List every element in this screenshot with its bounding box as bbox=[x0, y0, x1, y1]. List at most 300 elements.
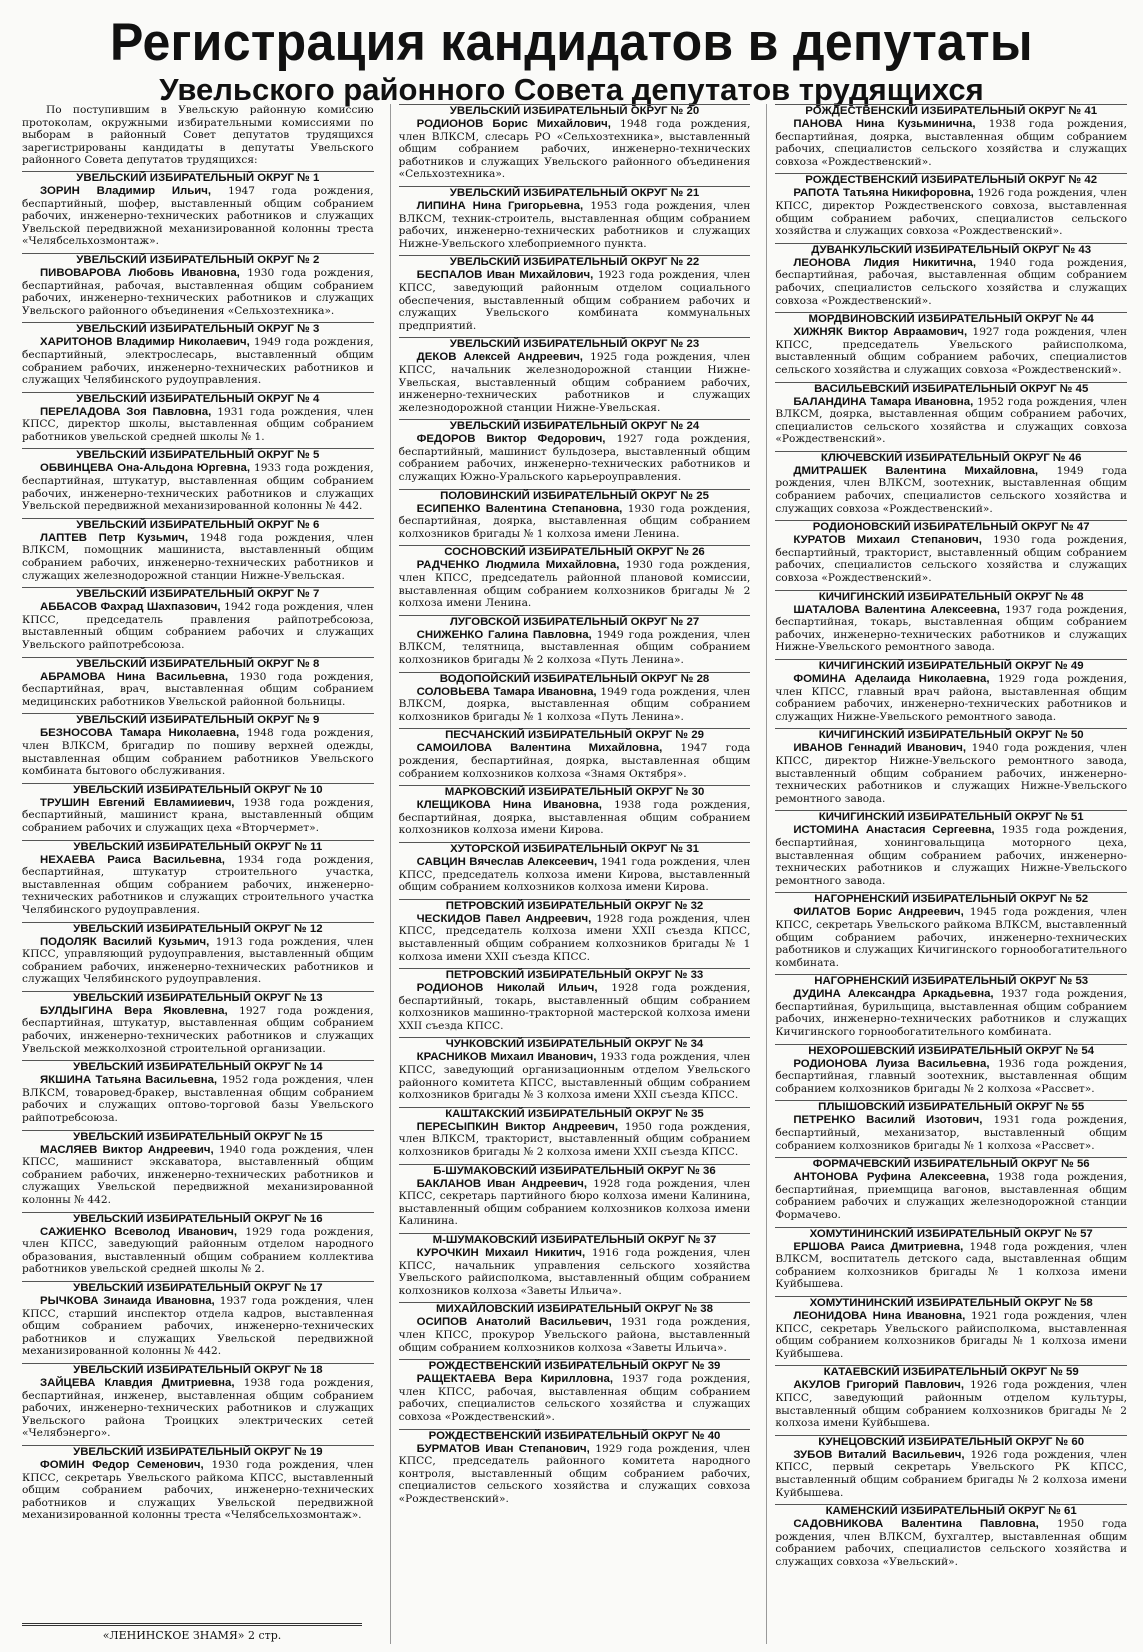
district-heading: УВЕЛЬСКИЙ ИЗБИРАТЕЛЬНЫЙ ОКРУГ № 14 bbox=[22, 1060, 374, 1074]
candidate-details: 1937 года рождения, беспартийная, токарь, выставленная общим собранием рабочих, инженерно-технических работников и служащих Нижне-Увельского ремонтного завода. bbox=[775, 603, 1128, 654]
district-block bbox=[399, 545, 751, 609]
district-block bbox=[775, 312, 1127, 376]
candidate-entry bbox=[22, 336, 374, 386]
district-block bbox=[775, 590, 1127, 654]
district-heading: УВЕЛЬСКИЙ ИЗБИРАТЕЛЬНЫЙ ОКРУГ № 8 bbox=[22, 657, 374, 671]
district-heading: ХОМУТИНИНСКИЙ ИЗБИРАТЕЛЬНЫЙ ОКРУГ № 58 bbox=[775, 1296, 1127, 1310]
candidate-entry bbox=[22, 671, 374, 709]
candidate-details: 1923 года рождения, член КПСС, заведующий районным отделом социального обеспечения, выставленный общим собранием рабочих и служащих Увельского комбината коммунальных предприятий. bbox=[398, 269, 751, 332]
candidate-entry bbox=[775, 1310, 1127, 1360]
district-heading: УВЕЛЬСКИЙ ИЗБИРАТЕЛЬНЫЙ ОКРУГ № 16 bbox=[22, 1212, 374, 1226]
candidate-name: РАПОТА Татьяна Никифоровна, bbox=[793, 187, 974, 200]
district-heading: УВЕЛЬСКИЙ ИЗБИРАТЕЛЬНЫЙ ОКРУГ № 13 bbox=[22, 991, 374, 1005]
district-heading: УВЕЛЬСКИЙ ИЗБИРАТЕЛЬНЫЙ ОКРУГ № 6 bbox=[22, 518, 374, 532]
district-heading: КИЧИГИНСКИЙ ИЗБИРАТЕЛЬНЫЙ ОКРУГ № 50 bbox=[775, 728, 1127, 742]
candidate-details: 1934 года рождения, беспартийная, штукатур строительного участка, выставленная общим собранием рабочих, инженерно-технических работников и служащих строительного участка Челябинского рудоуправления. bbox=[22, 853, 374, 916]
district-heading: УВЕЛЬСКИЙ ИЗБИРАТЕЛЬНЫЙ ОКРУГ № 18 bbox=[22, 1363, 374, 1377]
district-block bbox=[22, 840, 374, 917]
article-columns bbox=[22, 104, 1127, 1644]
candidate-name: ПОДОЛЯК Василий Кузьмич, bbox=[40, 935, 210, 948]
district-block bbox=[399, 1302, 751, 1354]
candidate-name: ТРУШИН Евгений Евламииевич, bbox=[40, 796, 235, 809]
district-heading: УВЕЛЬСКИЙ ИЗБИРАТЕЛЬНЫЙ ОКРУГ № 5 bbox=[22, 448, 374, 462]
candidate-details: 1950 года рождения, член ВЛКСМ, бухгалтер, выставленная общим собранием рабочих, специалистов сельского хозяйства и служащих совхоза «Увельский». bbox=[775, 1518, 1128, 1568]
candidate-details: 1928 года рождения, беспартийный, токарь, выставленный общим собранием колхозников машинно-тракторной мастерской колхоза имени XXII съезда КПСС. bbox=[398, 982, 751, 1032]
candidate-entry bbox=[775, 257, 1127, 307]
candidate-entry bbox=[775, 1241, 1127, 1291]
candidate-details: 1940 года рождения, член КПСС, директор Нижне-Увельского ремонтного завода, выставленный общим собранием рабочих, инженерно-технических работников и служащих Нижне-Увельского ремонтного завода. bbox=[775, 742, 1128, 805]
district-block bbox=[775, 451, 1127, 515]
candidate-details: 1948 года рождения, член ВЛКСМ, бригадир по пошиву верхней одежды, выставленная общим собранием работников Увельского комбината бытового обслуживания. bbox=[22, 727, 374, 778]
candidate-entry bbox=[22, 727, 374, 777]
district-heading: КАМЕНСКИЙ ИЗБИРАТЕЛЬНЫЙ ОКРУГ № 61 bbox=[775, 1504, 1127, 1518]
candidate-entry bbox=[399, 629, 751, 667]
district-block bbox=[399, 1359, 751, 1423]
candidate-entry bbox=[399, 503, 751, 541]
candidate-name: СНИЖЕНКО Галина Павловна, bbox=[416, 628, 592, 641]
candidate-name: АКУЛОВ Григорий Павлович, bbox=[793, 1379, 964, 1392]
district-block bbox=[22, 1281, 374, 1358]
candidate-details: 1942 года рождения, член КПСС, председатель правления райпотребсоюза, выставленный общим собранием рабочих и служащих Увельского райпотребсоюза. bbox=[22, 601, 374, 651]
candidate-name: РАЩЕКТАЕВА Вера Кирилловна, bbox=[416, 1373, 614, 1386]
candidate-name: ХАРИТОНОВ Владимир Николаевич, bbox=[40, 336, 250, 349]
candidate-name: РЫЧКОВА Зинаида Ивановна, bbox=[40, 1294, 215, 1307]
district-heading: ЛУГОВСКОЙ ИЗБИРАТЕЛЬНЫЙ ОКРУГ № 27 bbox=[399, 615, 751, 629]
district-block bbox=[775, 892, 1127, 969]
district-block bbox=[775, 1296, 1127, 1360]
district-block bbox=[399, 899, 751, 963]
candidate-name: ЗОРИН Владимир Ильич, bbox=[40, 184, 212, 197]
candidate-details: 1931 года рождения, член КПСС, директор школы, выставленная общим собранием работников увельской средней школы № 1. bbox=[22, 405, 374, 443]
district-heading: УВЕЛЬСКИЙ ИЗБИРАТЕЛЬНЫЙ ОКРУГ № 23 bbox=[399, 337, 751, 351]
candidate-entry bbox=[22, 1005, 374, 1055]
candidate-details: 1949 года рождения, беспартийный, электрослесарь, выставленный общим собранием рабочих, инженерно-технических работников и служащих Челябинского рудоуправления. bbox=[22, 336, 374, 387]
candidate-details: 1931 года рождения, член КПСС, прокурор Увельского района, выставленный общим собранием колхозников колхоза «Заветы Ильича». bbox=[398, 1316, 751, 1354]
candidate-entry bbox=[399, 799, 751, 837]
candidate-name: БАКЛАНОВ Иван Андреевич, bbox=[416, 1177, 588, 1190]
district-block bbox=[775, 974, 1127, 1038]
candidate-details: 1938 года рождения, беспартийный, машинист крана, выставленный общим собранием рабочих и служащих цеха «Вторчермет». bbox=[22, 796, 374, 834]
candidate-entry bbox=[399, 118, 751, 181]
candidate-name: САВЦИН Вячеслав Алексеевич, bbox=[416, 855, 598, 868]
candidate-name: ПЕРЕЛАДОВА Зоя Павловна, bbox=[40, 405, 212, 418]
candidate-name: ЧЕСКИДОВ Павел Андреевич, bbox=[416, 912, 592, 925]
candidate-name: ДЕКОВ Алексей Андреевич, bbox=[416, 351, 583, 364]
candidate-details: 1930 года рождения, беспартийная, рабочая, выставленная общим собранием рабочих, инженерно-технических работников и служащих Увельского районного объединения «Сельхозтехника». bbox=[22, 266, 374, 317]
candidate-entry bbox=[775, 1058, 1127, 1096]
district-block bbox=[775, 810, 1127, 887]
district-block bbox=[775, 173, 1127, 237]
district-block bbox=[22, 171, 374, 248]
candidate-details: 1947 года рождения, беспартийный, шофер, выставленный общим собранием рабочих, инженерно-технических работников и служащих Увельской передвижной механизированной колонны треста «Челябсельхозмонтаж». bbox=[22, 184, 374, 248]
candidate-name: ЗУБОВ Виталий Васильевич, bbox=[793, 1448, 965, 1461]
candidate-details: 1945 года рождения, член КПСС, секретарь Увельского райкома ВЛКСМ, выставленный общим собранием рабочих, инженерно-технических работников и служащих Кичигинского горнообогатительного комбината. bbox=[775, 906, 1128, 969]
candidate-details: 1931 года рождения, беспартийный, механизатор, выставленный общим собранием колхозников бригады № 1 колхоза «Рассвет». bbox=[775, 1114, 1128, 1152]
candidate-details: 1926 года рождения, член КПСС, первый секретарь Увельского РК КПСС, выставленный общим собранием бригады № 2 колхоза имени Куйбышева. bbox=[775, 1448, 1128, 1499]
candidate-name: ФИЛАТОВ Борис Андреевич, bbox=[793, 906, 964, 919]
district-heading: УВЕЛЬСКИЙ ИЗБИРАТЕЛЬНЫЙ ОКРУГ № 17 bbox=[22, 1281, 374, 1295]
column-3 bbox=[766, 104, 1127, 1644]
candidate-name: БЕСПАЛОВ Иван Михайлович, bbox=[416, 269, 594, 282]
district-heading: УВЕЛЬСКИЙ ИЗБИРАТЕЛЬНЫЙ ОКРУГ № 10 bbox=[22, 783, 374, 797]
district-block bbox=[22, 1212, 374, 1276]
candidate-entry bbox=[22, 1226, 374, 1276]
candidate-name: КУРАТОВ Михаил Степанович, bbox=[793, 534, 982, 547]
district-block bbox=[399, 1107, 751, 1159]
candidate-details: 1950 года рождения, член ВЛКСМ, тракторист, выставленный общим собранием колхозников бригады № 2 колхоза имени XXII съезда КПСС. bbox=[398, 1120, 751, 1159]
district-block bbox=[399, 186, 751, 250]
candidate-details: 1930 года рождения, беспартийный, тракторист, выставленный общим собранием рабочих, специалистов сельского хозяйства и служащих совхоза «Рождественский». bbox=[775, 534, 1128, 585]
column-1 bbox=[22, 104, 374, 1644]
candidate-entry bbox=[22, 267, 374, 317]
candidate-entry bbox=[22, 462, 374, 512]
candidate-entry bbox=[775, 1114, 1127, 1152]
district-block bbox=[399, 104, 751, 181]
district-block bbox=[399, 785, 751, 837]
candidate-name: ЯКШИНА Татьяна Васильевна, bbox=[40, 1074, 218, 1087]
candidate-entry bbox=[775, 988, 1127, 1038]
candidate-details: 1938 года рождения, беспартийная, приемщица вагонов, выставленная общим собранием рабочих и служащих железнодорожной станции Формачево. bbox=[775, 1171, 1128, 1221]
candidate-entry bbox=[775, 534, 1127, 584]
district-block bbox=[775, 1044, 1127, 1096]
district-block bbox=[22, 713, 374, 777]
candidate-entry bbox=[775, 1379, 1127, 1429]
candidate-details: 1928 года рождения, член КПСС, секретарь партийного бюро колхоза имени Калинина, выставленный общим собранием колхозников колхоза имени Калинина. bbox=[398, 1177, 751, 1228]
candidate-details: 1938 года рождения, беспартийная, инженер, выставленная общим собранием рабочих, инженерно-технических работников и служащих Увельского района Троицких электрических сетей «Челябэнерго». bbox=[22, 1376, 374, 1440]
district-block bbox=[22, 253, 374, 317]
candidate-name: ЛЕОНОВА Лидия Никитична, bbox=[793, 256, 976, 269]
candidate-details: 1935 года рождения, беспартийная, хонинговальщица моторного цеха, выставленная общим собранием рабочих, инженерно-технических работников и служащих Нижне-Увельского ремонтного завода. bbox=[775, 824, 1128, 887]
district-block bbox=[775, 382, 1127, 446]
candidate-name: ЗАЙЦЕВА Клавдия Дмитриевна, bbox=[40, 1376, 235, 1389]
candidate-details: 1952 года рождения, член ВЛКСМ, доярка, выставленная общим собранием рабочих, специалистов сельского хозяйства и служащих совхоза «Рождественский». bbox=[775, 395, 1128, 446]
district-heading: КИЧИГИНСКИЙ ИЗБИРАТЕЛЬНЫЙ ОКРУГ № 51 bbox=[775, 810, 1127, 824]
candidate-details: 1948 года рождения, член ВЛКСМ, помощник машиниста, выставленный общим собранием рабочих, инженерно-технических работников и служащих железнодорожной станции Нижне-Увельская. bbox=[22, 531, 374, 582]
candidate-name: БУЛДЫГИНА Вера Яковлевна, bbox=[40, 1004, 228, 1017]
candidate-entry bbox=[399, 856, 751, 894]
candidate-name: РОДИОНОВ Николай Ильич, bbox=[416, 982, 598, 995]
district-heading: УВЕЛЬСКИЙ ИЗБИРАТЕЛЬНЫЙ ОКРУГ № 11 bbox=[22, 840, 374, 854]
page-subtitle: Увельского районного Совета депутатов трудящихся bbox=[159, 72, 984, 107]
district-heading: УВЕЛЬСКИЙ ИЗБИРАТЕЛЬНЫЙ ОКРУГ № 9 bbox=[22, 713, 374, 727]
candidate-details: 1937 года рождения, член КПСС, старший инспектор отдела кадров, выставленная общим собранием рабочих, инженерно-технических работников и служащих Увельской передвижной механизированной колонны № 442. bbox=[22, 1294, 374, 1358]
candidate-entry bbox=[399, 1178, 751, 1228]
district-heading: ВАСИЛЬЕВСКИЙ ИЗБИРАТЕЛЬНЫЙ ОКРУГ № 45 bbox=[775, 382, 1127, 396]
district-block bbox=[22, 518, 374, 582]
district-heading: УВЕЛЬСКИЙ ИЗБИРАТЕЛЬНЫЙ ОКРУГ № 2 bbox=[22, 253, 374, 267]
district-heading: УВЕЛЬСКИЙ ИЗБИРАТЕЛЬНЫЙ ОКРУГ № 4 bbox=[22, 392, 374, 406]
candidate-entry bbox=[22, 532, 374, 582]
district-heading: ПЕТРОВСКИЙ ИЗБИРАТЕЛЬНЫЙ ОКРУГ № 33 bbox=[399, 968, 751, 982]
district-heading: НЕХОРОШЕВСКИЙ ИЗБИРАТЕЛЬНЫЙ ОКРУГ № 54 bbox=[775, 1044, 1127, 1058]
candidate-name: ФОМИНА Аделаида Николаевна, bbox=[793, 673, 990, 685]
candidate-name: КУРОЧКИН Михаил Никитич, bbox=[416, 1247, 586, 1259]
candidate-name: РОДИОНОВ Борис Михайлович, bbox=[416, 118, 611, 130]
district-heading: РОЖДЕСТВЕНСКИЙ ИЗБИРАТЕЛЬНЫЙ ОКРУГ № 42 bbox=[775, 173, 1127, 187]
district-block bbox=[775, 1157, 1127, 1221]
candidate-details: 1925 года рождения, член КПСС, начальник железнодорожной станции Нижне-Увельская, выставленный общим собранием рабочих, инженерно-технических работников и служащих железнодорожной станции Нижне-Увельская. bbox=[398, 351, 751, 414]
district-heading: ФОРМАЧЕВСКИЙ ИЗБИРАТЕЛЬНЫЙ ОКРУГ № 56 bbox=[775, 1157, 1127, 1171]
district-block bbox=[399, 255, 751, 332]
candidate-name: СОЛОВЬЕВА Тамара Ивановна, bbox=[416, 685, 597, 698]
district-heading: УВЕЛЬСКИЙ ИЗБИРАТЕЛЬНЫЙ ОКРУГ № 3 bbox=[22, 322, 374, 336]
candidate-entry bbox=[775, 742, 1127, 805]
district-block bbox=[22, 1130, 374, 1207]
candidate-entry bbox=[22, 936, 374, 986]
district-heading: РОЖДЕСТВЕНСКИЙ ИЗБИРАТЕЛЬНЫЙ ОКРУГ № 41 bbox=[775, 104, 1127, 118]
candidate-details: 1913 года рождения, член КПСС, управляющий рудоуправления, выставленный общим собранием рабочих, инженерно-технических работников и служащих Челябинского рудоуправления. bbox=[22, 935, 374, 986]
candidate-details: 1937 года рождения, беспартийная, бурильщица, выставленная общим собранием рабочих, инженерно-технических работников и служащих Кичигинского горнообогатительного комбината. bbox=[775, 988, 1128, 1039]
candidate-entry bbox=[399, 559, 751, 609]
candidate-entry bbox=[775, 1171, 1127, 1221]
candidate-entry bbox=[22, 1295, 374, 1358]
district-block bbox=[399, 1429, 751, 1506]
candidate-details: 1929 года рождения, член КПСС, председатель районного комитета народного контроля, выставленный общим собранием рабочих, специалистов сельского хозяйства и служащих совхоза «Рождественский». bbox=[398, 1442, 751, 1505]
district-heading: ПЕТРОВСКИЙ ИЗБИРАТЕЛЬНЫЙ ОКРУГ № 32 bbox=[399, 899, 751, 913]
district-block bbox=[399, 615, 751, 667]
candidate-details: 1930 года рождения, беспартийная, врач, выставленная общим собранием медицинских работников Увельской районной больницы. bbox=[22, 670, 374, 708]
candidate-entry bbox=[775, 396, 1127, 446]
candidate-name: БУРМАТОВ Иван Степанович, bbox=[416, 1442, 590, 1455]
candidate-name: КРАСНИКОВ Михаил Иванович, bbox=[416, 1051, 597, 1064]
district-heading: МАРКОВСКИЙ ИЗБИРАТЕЛЬНЫЙ ОКРУГ № 30 bbox=[399, 785, 751, 799]
candidate-name: САМОИЛОВА Валентина Михайловна, bbox=[416, 742, 663, 755]
district-block bbox=[399, 728, 751, 780]
candidate-name: АББАСОВ Фахрад Шахпазович, bbox=[40, 601, 221, 614]
candidate-entry bbox=[399, 351, 751, 414]
candidate-details: 1940 года рождения, член КПСС, машинист экскаватора, выставленный общим собранием рабочих, инженерно-технических работников и служащих Увельской передвижной механизированной колонны № 442. bbox=[22, 1143, 374, 1206]
district-block bbox=[22, 587, 374, 651]
column-2 bbox=[390, 104, 751, 1644]
district-heading: РОДИОНОВСКИЙ ИЗБИРАТЕЛЬНЫЙ ОКРУГ № 47 bbox=[775, 520, 1127, 534]
district-block bbox=[399, 489, 751, 541]
district-heading: ПЛЫШОВСКИЙ ИЗБИРАТЕЛЬНЫЙ ОКРУГ № 55 bbox=[775, 1100, 1127, 1114]
district-block bbox=[22, 1445, 374, 1522]
district-heading: КИЧИГИНСКИЙ ИЗБИРАТЕЛЬНЫЙ ОКРУГ № 49 bbox=[775, 659, 1127, 673]
candidate-entry bbox=[22, 1144, 374, 1207]
candidate-entry bbox=[22, 406, 374, 444]
district-heading: ПЕСЧАНСКИЙ ИЗБИРАТЕЛЬНЫЙ ОКРУГ № 29 bbox=[399, 728, 751, 742]
district-block bbox=[775, 1365, 1127, 1429]
candidate-entry bbox=[775, 326, 1127, 376]
district-block bbox=[399, 1037, 751, 1101]
candidate-details: 1936 года рождения, беспартийная, главный зоотехник, выставленная общим собранием колхозников бригады № 2 колхоза «Рассвет». bbox=[775, 1057, 1128, 1095]
district-heading: НАГОРНЕНСКИЙ ИЗБИРАТЕЛЬНЫЙ ОКРУГ № 52 bbox=[775, 892, 1127, 906]
candidate-name: ЛАПТЕВ Петр Кузьмич, bbox=[40, 531, 189, 544]
candidate-name: ПИВОВАРОВА Любовь Ивановна, bbox=[40, 266, 240, 279]
district-block bbox=[775, 104, 1127, 168]
candidate-entry bbox=[399, 1051, 751, 1101]
candidate-entry bbox=[399, 1373, 751, 1423]
newspaper-footer: «ЛЕНИНСКОЕ ЗНАМЯ» 2 стр. bbox=[22, 1623, 362, 1642]
candidate-entry bbox=[399, 1443, 751, 1506]
candidate-details: 1930 года рождения, член КПСС, председатель районной плановой комиссии, выставленная общим собранием колхозников бригады № 2 колхоза имени Ленина. bbox=[398, 559, 751, 610]
candidate-name: ДУДИНА Александра Аркадьевна, bbox=[793, 988, 994, 1001]
district-heading: УВЕЛЬСКИЙ ИЗБИРАТЕЛЬНЫЙ ОКРУГ № 24 bbox=[399, 419, 751, 433]
district-heading: РОЖДЕСТВЕНСКИЙ ИЗБИРАТЕЛЬНЫЙ ОКРУГ № 39 bbox=[399, 1359, 751, 1373]
district-heading: ХОМУТИНИНСКИЙ ИЗБИРАТЕЛЬНЫЙ ОКРУГ № 57 bbox=[775, 1227, 1127, 1241]
candidate-name: САЖИЕНКО Всеволод Иванович, bbox=[40, 1225, 238, 1238]
district-block bbox=[399, 672, 751, 724]
district-heading: Б-ШУМАКОВСКИЙ ИЗБИРАТЕЛЬНЫЙ ОКРУГ № 36 bbox=[399, 1164, 751, 1178]
candidate-entry bbox=[399, 1316, 751, 1354]
candidate-entry bbox=[399, 686, 751, 724]
candidate-entry bbox=[22, 1459, 374, 1522]
candidate-entry bbox=[775, 824, 1127, 887]
district-heading: МИХАЙЛОВСКИЙ ИЗБИРАТЕЛЬНЫЙ ОКРУГ № 38 bbox=[399, 1302, 751, 1316]
candidate-details: 1953 года рождения, член ВЛКСМ, техник-строитель, выставленная общим собранием рабочих, инженерно-технических работников и служащих Нижне-Увельского хлебоприемного пункта. bbox=[398, 199, 751, 250]
candidate-entry bbox=[775, 187, 1127, 237]
candidate-entry bbox=[22, 854, 374, 917]
district-block bbox=[399, 419, 751, 483]
district-heading: ХУТОРСКОЙ ИЗБИРАТЕЛЬНЫЙ ОКРУГ № 31 bbox=[399, 842, 751, 856]
district-heading: ПОЛОВИНСКИЙ ИЗБИРАТЕЛЬНЫЙ ОКРУГ № 25 bbox=[399, 489, 751, 503]
candidate-details: 1927 года рождения, член КПСС, председатель Увельского райисполкома, выставленный общим собранием рабочих, специалистов сельского хозяйства и служащих совхоза «Рождественский». bbox=[775, 326, 1128, 376]
district-block bbox=[22, 322, 374, 386]
candidate-name: ЛЕОНИДОВА Нина Ивановна, bbox=[793, 1309, 966, 1322]
candidate-details: 1929 года рождения, член КПСС, заведующий районным отделом народного образования, выставленный общим собранием коллектива работников увельской средней школы № 2. bbox=[22, 1225, 374, 1276]
candidate-name: ЛИПИНА Нина Григорьевна, bbox=[416, 199, 584, 212]
district-block bbox=[22, 448, 374, 512]
candidate-entry bbox=[399, 433, 751, 483]
candidate-entry bbox=[399, 1247, 751, 1297]
candidate-details: 1933 года рождения, член КПСС, заведующий организационным отделом Увельского районного комитета КПСС, выставленный общим собранием колхозников бригады № 3 колхоза имени XXII съезда КПСС. bbox=[398, 1051, 751, 1102]
district-block bbox=[22, 1060, 374, 1124]
candidate-entry bbox=[399, 742, 751, 780]
candidate-entry bbox=[775, 1518, 1127, 1568]
candidate-entry bbox=[399, 1121, 751, 1159]
candidate-details: 1926 года рождения, член КПСС, заведующий районным отделом культуры, выставленный общим собранием колхозников бригады № 2 колхоза имени Куйбышева. bbox=[775, 1379, 1128, 1430]
candidate-entry bbox=[399, 269, 751, 332]
candidate-entry bbox=[775, 1449, 1127, 1499]
district-block bbox=[775, 1100, 1127, 1152]
district-block bbox=[775, 1435, 1127, 1499]
candidate-name: САДОВНИКОВА Валентина Павловна, bbox=[793, 1518, 1039, 1531]
candidate-details: 1916 года рождения, член КПСС, начальник управления сельского хозяйства Увельского райисполкома, выставленный общим собранием колхозников колхоза «Заветы Ильича». bbox=[398, 1247, 751, 1297]
candidate-entry bbox=[399, 913, 751, 963]
district-block bbox=[775, 659, 1127, 723]
candidate-details: 1930 года рождения, член КПСС, секретарь Увельского райкома КПСС, выставленный общим собранием рабочих, инженерно-технических работников и служащих Увельской передвижной механизированной колонны треста «Челябсельхозмонтаж». bbox=[22, 1458, 374, 1522]
candidate-details: 1929 года рождения, член КПСС, главный врач района, выставленная общим собранием рабочих, инженерно-технических работников и служащих Нижне-Увельского ремонтного завода. bbox=[775, 673, 1128, 723]
district-block bbox=[22, 657, 374, 709]
district-block bbox=[22, 991, 374, 1055]
candidate-details: 1949 года рождения, член ВЛКСМ, телятница, выставленная общим собранием колхозников бригады № 2 колхоза «Путь Ленина». bbox=[398, 628, 751, 666]
candidate-name: БЕЗНОСОВА Тамара Николаевна, bbox=[40, 727, 240, 740]
district-block bbox=[399, 1233, 751, 1297]
district-block bbox=[775, 243, 1127, 307]
district-heading: РОЖДЕСТВЕНСКИЙ ИЗБИРАТЕЛЬНЫЙ ОКРУГ № 40 bbox=[399, 1429, 751, 1443]
district-heading: КАШТАКСКИЙ ИЗБИРАТЕЛЬНЫЙ ОКРУГ № 35 bbox=[399, 1107, 751, 1121]
candidate-entry bbox=[22, 601, 374, 651]
district-heading: КЛЮЧЕВСКИЙ ИЗБИРАТЕЛЬНЫЙ ОКРУГ № 46 bbox=[775, 451, 1127, 465]
candidate-details: 1947 года рождения, беспартийная, доярка, выставленная общим собранием колхозников колхоза «Знамя Октября». bbox=[398, 742, 751, 780]
candidate-name: ПАНОВА Нина Кузьминична, bbox=[793, 118, 976, 130]
candidate-entry bbox=[22, 1377, 374, 1440]
district-heading: КИЧИГИНСКИЙ ИЗБИРАТЕЛЬНЫЙ ОКРУГ № 48 bbox=[775, 590, 1127, 604]
district-heading: УВЕЛЬСКИЙ ИЗБИРАТЕЛЬНЫЙ ОКРУГ № 7 bbox=[22, 587, 374, 601]
candidate-details: 1927 года рождения, беспартийная, штукатур, выставленная общим собранием рабочих, инженерно-технических работников и служащих Увельской межколхозной строительной организации. bbox=[22, 1004, 374, 1055]
candidate-name: ШАТАЛОВА Валентина Алексеевна, bbox=[793, 603, 1000, 616]
candidate-name: ИСТОМИНА Анастасия Сергеевна, bbox=[793, 824, 995, 837]
district-block bbox=[399, 842, 751, 894]
candidate-details: 1952 года рождения, член ВЛКСМ, товаровед-бракер, выставленная общим собранием рабочих и служащих оптово-торговой базы Увельского райпотребсоюза. bbox=[22, 1074, 374, 1125]
candidate-name: МАСЛЯЕВ Виктор Андреевич, bbox=[40, 1143, 214, 1156]
candidate-details: 1937 года рождения, член КПСС, рабочая, выставленная общим собранием рабочих, специалистов сельского хозяйства и служащих совхоза «Рождественский». bbox=[398, 1373, 751, 1423]
district-block bbox=[399, 337, 751, 414]
candidate-details: 1933 года рождения, беспартийная, штукатур, выставленная общим собранием рабочих, инженерно-технических работников и служащих Увельской передвижной механизированной колонны № 442. bbox=[22, 462, 374, 513]
candidate-details: 1927 года рождения, беспартийный, машинист бульдозера, выставленный общим собранием рабочих, инженерно-технических работников и служащих Южно-Уральского карьероуправления. bbox=[398, 433, 751, 484]
candidate-entry bbox=[399, 982, 751, 1032]
district-heading: ДУВАНКУЛЬСКИЙ ИЗБИРАТЕЛЬНЫЙ ОКРУГ № 43 bbox=[775, 243, 1127, 257]
district-heading: УВЕЛЬСКИЙ ИЗБИРАТЕЛЬНЫЙ ОКРУГ № 19 bbox=[22, 1445, 374, 1459]
candidate-name: ПЕТРЕНКО Василий Изотович, bbox=[793, 1114, 983, 1127]
candidate-name: ОБВИНЦЕВА Она-Альдона Юргевна, bbox=[40, 462, 251, 475]
district-heading: УВЕЛЬСКИЙ ИЗБИРАТЕЛЬНЫЙ ОКРУГ № 22 bbox=[399, 255, 751, 269]
candidate-details: 1949 года рождения, член ВЛКСМ, зоотехник, выставленная общим собранием рабочих, специалистов сельского хозяйства и служащих совхоза «Рождественский». bbox=[775, 464, 1128, 515]
candidate-entry bbox=[775, 465, 1127, 515]
candidate-details: 1921 года рождения, член КПСС, секретарь Увельского райисполкома, выставленная общим собранием колхозников бригады № 1 колхоза имени Куйбышева. bbox=[775, 1309, 1128, 1360]
district-heading: КУНЕЦОВСКИЙ ИЗБИРАТЕЛЬНЫЙ ОКРУГ № 60 bbox=[775, 1435, 1127, 1449]
candidate-entry bbox=[22, 797, 374, 835]
candidate-details: 1941 года рождения, член КПСС, председатель колхоза имени Кирова, выставленный общим собранием колхозников колхоза имени Кирова. bbox=[398, 855, 751, 894]
candidate-name: ФОМИН Федор Семенович, bbox=[40, 1458, 204, 1471]
district-block bbox=[775, 520, 1127, 584]
candidate-name: БАЛАНДИНА Тамара Ивановна, bbox=[793, 395, 974, 408]
district-block bbox=[775, 1504, 1127, 1568]
district-heading: УВЕЛЬСКИЙ ИЗБИРАТЕЛЬНЫЙ ОКРУГ № 20 bbox=[399, 104, 751, 118]
candidate-name: ХИЖНЯК Виктор Авраамович, bbox=[793, 326, 968, 339]
candidate-entry bbox=[22, 185, 374, 248]
district-block bbox=[22, 1363, 374, 1440]
candidate-entry bbox=[775, 118, 1127, 168]
candidate-details: 1938 года рождения, беспартийная, доярка, выставленная общим собранием рабочих, специалистов сельского хозяйства и служащих совхоза «Рождественский». bbox=[775, 118, 1128, 168]
district-heading: М-ШУМАКОВСКИЙ ИЗБИРАТЕЛЬНЫЙ ОКРУГ № 37 bbox=[399, 1233, 751, 1247]
candidate-name: ЕСИПЕНКО Валентина Степановна, bbox=[416, 502, 623, 515]
candidate-entry bbox=[775, 673, 1127, 723]
district-block bbox=[22, 922, 374, 986]
candidate-name: ФЕДОРОВ Виктор Федорович, bbox=[416, 433, 606, 446]
district-block bbox=[22, 392, 374, 444]
headline bbox=[0, 0, 1143, 108]
candidate-details: 1930 года рождения, беспартийная, доярка, выставленная общим собранием колхозников бригады № 1 колхоза имени Ленина. bbox=[398, 502, 751, 540]
candidate-details: 1926 года рождения, член КПСС, директор Рождественского совхоза, выставленная общим собранием рабочих, специалистов сельского хозяйства и служащих совхоза «Рождественский». bbox=[775, 187, 1128, 238]
district-block bbox=[775, 728, 1127, 805]
candidate-name: НЕХАЕВА Раиса Васильевна, bbox=[40, 853, 225, 866]
candidate-details: 1928 года рождения, член КПСС, председатель колхоза имени XXII съезда КПСС, выставленный общим собранием колхозников бригады № 1 колхоза имени XXII съезда КПСС. bbox=[398, 912, 751, 963]
district-block bbox=[22, 783, 374, 835]
candidate-name: АНТОНОВА Руфина Алексеевна, bbox=[793, 1171, 990, 1184]
candidate-name: РАДЧЕНКО Людмила Михайловна, bbox=[416, 559, 620, 572]
candidate-details: 1940 года рождения, беспартийная, рабочая, выставленная общим собранием рабочих, специалистов сельского хозяйства и служащих совхоза «Рождественский». bbox=[775, 256, 1128, 307]
candidate-name: ДМИТРАШЕК Валентина Михайловна, bbox=[793, 464, 1039, 477]
district-block bbox=[399, 968, 751, 1032]
candidate-name: КЛЕЩИКОВА Нина Ивановна, bbox=[416, 799, 602, 812]
district-heading: УВЕЛЬСКИЙ ИЗБИРАТЕЛЬНЫЙ ОКРУГ № 1 bbox=[22, 171, 374, 185]
district-heading: УВЕЛЬСКИЙ ИЗБИРАТЕЛЬНЫЙ ОКРУГ № 15 bbox=[22, 1130, 374, 1144]
district-heading: МОРДВИНОВСКИЙ ИЗБИРАТЕЛЬНЫЙ ОКРУГ № 44 bbox=[775, 312, 1127, 326]
candidate-name: ПЕРЕСЫПКИН Виктор Андреевич, bbox=[416, 1120, 619, 1133]
candidate-details: 1949 года рождения, член ВЛКСМ, доярка, выставленная общим собранием колхозников бригады № 1 колхоза «Путь Ленина». bbox=[398, 685, 751, 723]
candidate-name: ИВАНОВ Геннадий Иванович, bbox=[793, 742, 967, 755]
candidate-details: 1948 года рождения, член ВЛКСМ, воспитатель детского сада, выставленная общим собранием колхозников бригады № 1 колхоза имени Куйбышева. bbox=[775, 1240, 1128, 1291]
candidate-name: ЕРШОВА Раиса Дмитриевна, bbox=[793, 1240, 964, 1253]
candidate-details: 1938 года рождения, беспартийная, доярка, выставленная общим собранием колхозников колхоза имени Кирова. bbox=[398, 799, 751, 837]
district-heading: ВОДОПОЙСКИЙ ИЗБИРАТЕЛЬНЫЙ ОКРУГ № 28 bbox=[399, 672, 751, 686]
candidate-name: ОСИПОВ Анатолий Васильевич, bbox=[416, 1316, 612, 1329]
district-heading: КАТАЕВСКИЙ ИЗБИРАТЕЛЬНЫЙ ОКРУГ № 59 bbox=[775, 1365, 1127, 1379]
intro-paragraph: По поступившим в Увельскую районную комиссию протоколам, окружными избирательными комиссиями по выборам в районный Совет депутатов трудящихся зарегистрированы кандидаты в депутаты Увельского районного Совета депутатов трудящихся: bbox=[22, 104, 374, 167]
candidate-entry bbox=[775, 906, 1127, 969]
